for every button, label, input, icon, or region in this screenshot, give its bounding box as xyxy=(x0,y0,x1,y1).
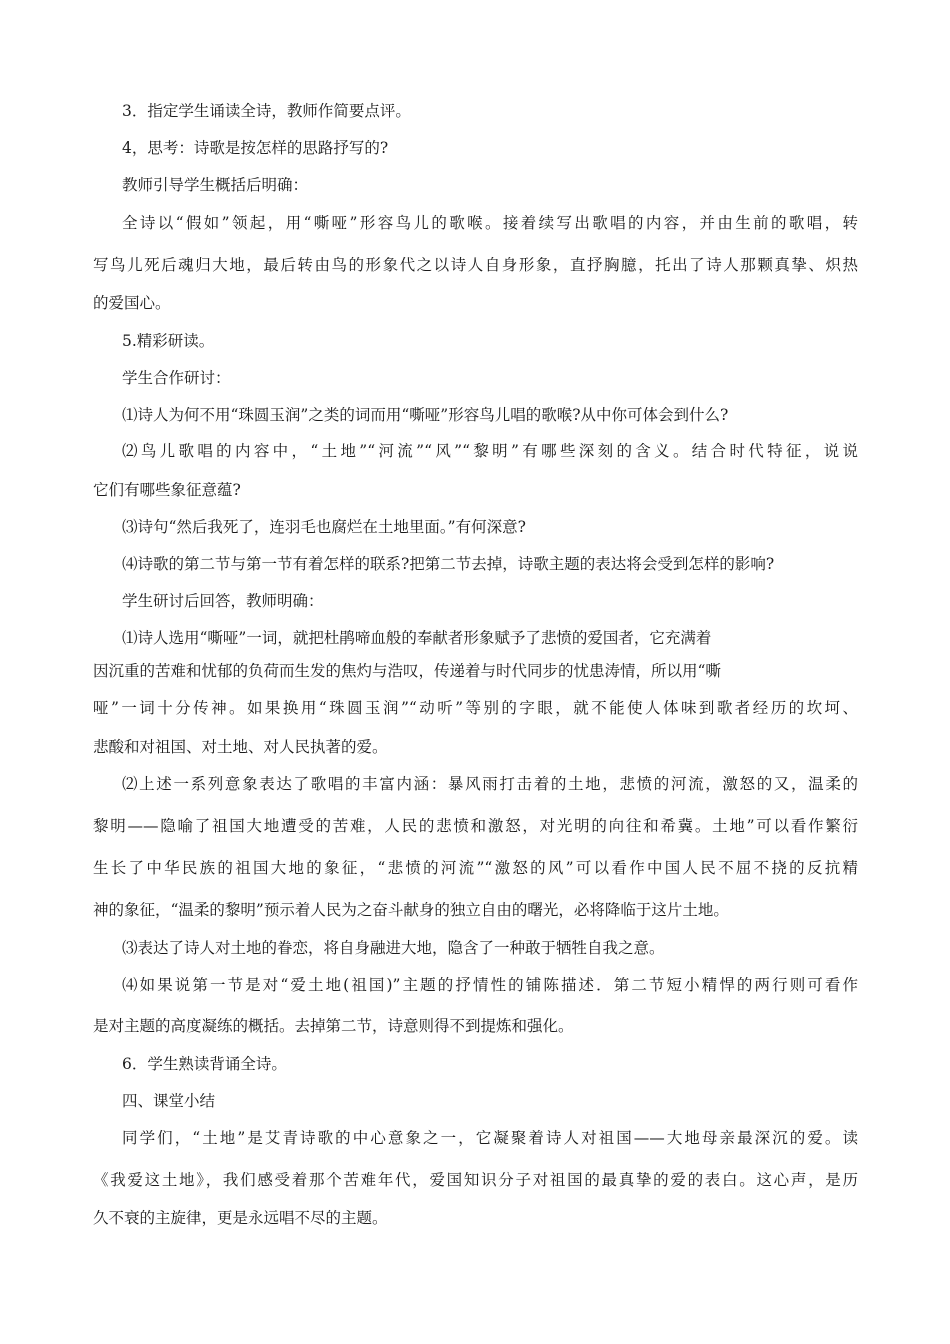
answer-1-line: 哑”一词十分传神。如果换用“珠圆玉润”“动听”等别的字眼，就不能使人体味到歌者经历的坎坷、 xyxy=(93,699,858,717)
answer-intro-line: 学生研讨后回答，教师明确： xyxy=(122,592,324,610)
answer-4-line: ⑷如果说第一节是对“爱土地(祖国)”主题的抒情性的铺陈描述．第二节短小精悍的两行则可看作 xyxy=(122,976,858,994)
group-study-heading: 学生合作研讨： xyxy=(122,369,231,387)
answer-2-line: 黎明——隐喻了祖国大地遭受的苦难，人民的悲愤和激怒，对光明的向往和希冀。土地”可以看作繁衍 xyxy=(93,817,858,835)
answer-4-line: 是对主题的高度凝练的概括。去掉第二节，诗意则得不到提炼和强化。 xyxy=(93,1017,574,1035)
answer-2-line: 神的象征，“温柔的黎明”预示着人民为之奋斗献身的独立自由的曙光，必将降临于这片土地。 xyxy=(93,901,729,919)
answer-2-line: 生长了中华民族的祖国大地的象征，“悲愤的河流”“激怒的风”可以看作中国人民不屈不挠的反抗精 xyxy=(93,859,858,877)
summary-paragraph-line: 全诗以“假如”领起，用“嘶哑”形容鸟儿的歌喉。接着续写出歌唱的内容，并由生前的歌唱，转 xyxy=(122,214,858,232)
question-3-line: ⑶诗句“然后我死了，连羽毛也腐烂在土地里面。”有何深意? xyxy=(122,518,526,536)
question-4-line: ⑷诗歌的第二节与第一节有着怎样的联系?把第二节去掉，诗歌主题的表达将会受到怎样的影响? xyxy=(122,555,775,573)
teacher-guide-line: 教师引导学生概括后明确： xyxy=(122,176,309,194)
question-2-line: 它们有哪些象征意蕴? xyxy=(93,481,241,499)
summary-conclusion-line: 同学们，“土地”是艾青诗歌的中心意象之一，它凝聚着诗人对祖国——大地母亲最深沉的爱。读 xyxy=(122,1129,858,1147)
step-6-line: 6．学生熟读背诵全诗。 xyxy=(122,1055,287,1073)
answer-3-line: ⑶表达了诗人对土地的眷恋，将自身融进大地，隐含了一种敢于牺牲自我之意。 xyxy=(122,939,665,957)
summary-paragraph-line: 的爱国心。 xyxy=(93,294,171,312)
question-2-line: ⑵鸟儿歌唱的内容中，“土地”“河流”“风”“黎明”有哪些深刻的含义。结合时代特征，说说 xyxy=(122,442,858,460)
summary-conclusion-line: 久不衰的主旋律，更是永远唱不尽的主题。 xyxy=(93,1209,388,1227)
answer-1-line: 悲酸和对祖国、对土地、对人民执著的爱。 xyxy=(93,738,388,756)
step-3-line: 3．指定学生诵读全诗，教师作简要点评。 xyxy=(122,102,411,120)
answer-1-line: ⑴诗人选用“嘶哑”一词，就把杜鹃啼血般的奉献者形象赋予了悲愤的爱国者，它充满着 xyxy=(122,629,712,647)
question-1-line: ⑴诗人为何不用“珠圆玉润”之类的词而用“嘶哑”形容鸟儿唱的歌喉?从中你可体会到什么? xyxy=(122,406,729,424)
step-4-question-line: 4，思考：诗歌是按怎样的思路抒写的? xyxy=(122,139,389,157)
summary-conclusion-line: 《我爱这土地》，我们感受着那个苦难年代，爱国知识分子对祖国的最真挚的爱的表白。这心声，是历 xyxy=(93,1171,858,1189)
answer-1-line: 因沉重的苦难和忧郁的负荷而生发的焦灼与浩叹，传递着与时代同步的忧患涛情，所以用“嘶 xyxy=(93,662,721,680)
summary-paragraph-line: 写鸟儿死后魂归大地，最后转由鸟的形象代之以诗人自身形象，直抒胸臆，托出了诗人那颗真挚、炽热 xyxy=(93,256,858,274)
section-heading-summary: 四、课堂小结 xyxy=(122,1092,216,1110)
answer-2-line: ⑵上述一系列意象表达了歌唱的丰富内涵：暴风雨打击着的土地，悲愤的河流，激怒的又，温柔的 xyxy=(122,775,858,793)
step-5-heading: 5.精彩研读。 xyxy=(122,332,215,350)
